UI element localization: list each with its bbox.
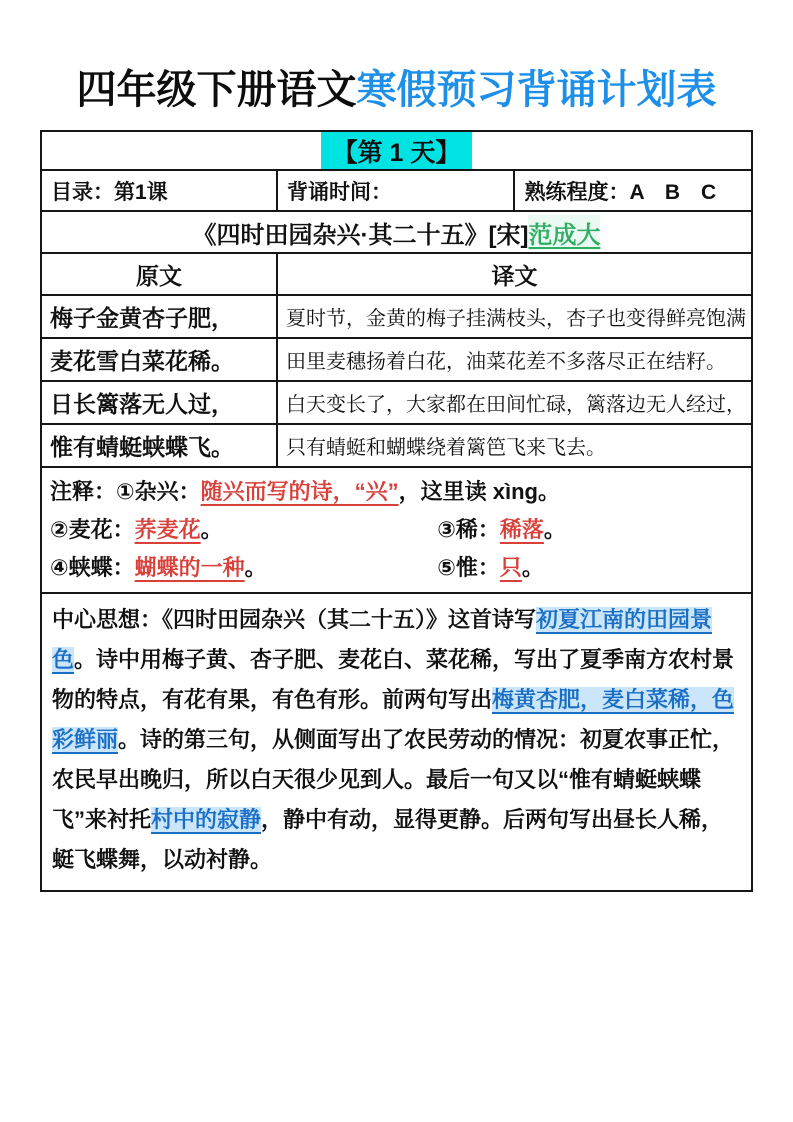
idea-segment-plain: 中心思想：《四时田园杂兴（其二十五）》这首诗写 bbox=[52, 607, 537, 632]
note-prefix: 注释：①杂兴： bbox=[50, 479, 201, 504]
page-title bbox=[0, 58, 793, 115]
note-prefix: ②麦花： bbox=[50, 517, 135, 542]
notes-section bbox=[42, 466, 751, 592]
original-cell: 麦花雪白菜花稀。 bbox=[50, 348, 234, 374]
poem-title: 《四时田园杂兴·其二十五》[宋] bbox=[192, 221, 529, 249]
idea-segment-highlight: 初夏江南的田园景色 bbox=[52, 607, 713, 672]
note-highlight: 蝴蝶的一种 bbox=[134, 555, 245, 580]
note-suffix: ，这里读 xìng。 bbox=[398, 479, 560, 504]
translation-cell: 白天变长了，大家都在田间忙碌，篱落边无人经过， bbox=[276, 382, 751, 423]
poem-row-2 bbox=[42, 337, 751, 380]
poem-row-4 bbox=[42, 423, 751, 466]
poem-title-row bbox=[42, 210, 751, 252]
original-cell: 梅子金黄杏子肥， bbox=[50, 305, 234, 331]
original-cell: 日长篱落无人过， bbox=[50, 391, 234, 417]
note-line-1 bbox=[50, 473, 743, 511]
idea-segment-highlight: 村中的寂静 bbox=[151, 807, 262, 832]
note-line-3 bbox=[50, 549, 743, 587]
day-header-row bbox=[42, 132, 751, 169]
original-cell: 惟有蜻蜓蛱蝶飞。 bbox=[50, 434, 234, 460]
note-prefix: ⑤惟： bbox=[437, 555, 500, 580]
note-item-4 bbox=[50, 549, 431, 587]
note-item-2 bbox=[50, 511, 431, 549]
note-prefix: ④蛱蝶： bbox=[50, 555, 135, 580]
study-plan-table bbox=[40, 130, 753, 892]
page-title-black: 四年级下册语文 bbox=[76, 68, 357, 112]
note-prefix: ③稀： bbox=[437, 517, 500, 542]
translation-cell: 只有蜻蜓和蝴蝶绕着篱笆飞来飞去。 bbox=[276, 425, 751, 466]
poem-row-1 bbox=[42, 294, 751, 337]
day-header-badge: 【第 1 天】 bbox=[321, 132, 473, 169]
note-line-2 bbox=[50, 511, 743, 549]
translation-column-header: 译文 bbox=[276, 254, 751, 294]
idea-segment-plain: 。诗中用梅子黄、杏子肥、麦花白、菜花稀，写出了夏季南方农村景物的特点，有花有果，有色有形。前两句写出 bbox=[52, 647, 735, 712]
recite-time-cell: 背诵时间： bbox=[276, 171, 514, 210]
columns-header-row bbox=[42, 252, 751, 294]
catalog-cell: 目录：第1课 bbox=[51, 180, 168, 204]
note-highlight: 荞麦花 bbox=[134, 517, 201, 542]
page-title-blue: 寒假预习背诵计划表 bbox=[356, 68, 717, 112]
note-highlight: 只 bbox=[499, 555, 522, 580]
meta-row bbox=[42, 169, 751, 210]
poem-row-3 bbox=[42, 380, 751, 423]
proficiency-cell: 熟练程度：A B C bbox=[513, 171, 751, 210]
note-highlight: 随兴而写的诗，“兴” bbox=[200, 479, 399, 504]
idea-segment-highlight: 梅黄杏肥，麦白菜稀，色彩鲜丽 bbox=[52, 687, 735, 752]
note-item-3 bbox=[431, 517, 566, 542]
note-suffix: 。 bbox=[521, 555, 544, 580]
idea-segment-plain: ，静中有动，显得更静。后两句写出昼长人稀，蜓飞蝶舞，以动衬静。 bbox=[52, 807, 724, 872]
note-item-5 bbox=[431, 555, 544, 580]
note-highlight: 稀落 bbox=[499, 517, 544, 542]
original-column-header: 原文 bbox=[135, 262, 182, 289]
note-suffix: 。 bbox=[244, 555, 267, 580]
poet-link[interactable]: 范成大 bbox=[528, 215, 600, 250]
idea-segment-plain: 。诗的第三句，从侧面写出了农民劳动的情况：初夏农事正忙，农民早出晚归，所以白天很少见到人。最后一句又以“惟有蜻蜓蛱蝶飞”来衬托 bbox=[52, 727, 735, 832]
note-suffix: 。 bbox=[200, 517, 223, 542]
translation-cell: 夏时节，金黄的梅子挂满枝头，杏子也变得鲜亮饱满 bbox=[276, 296, 751, 337]
note-suffix: 。 bbox=[543, 517, 566, 542]
central-idea-section bbox=[42, 592, 751, 890]
translation-cell: 田里麦穗扬着白花，油菜花差不多落尽正在结籽。 bbox=[276, 339, 751, 380]
